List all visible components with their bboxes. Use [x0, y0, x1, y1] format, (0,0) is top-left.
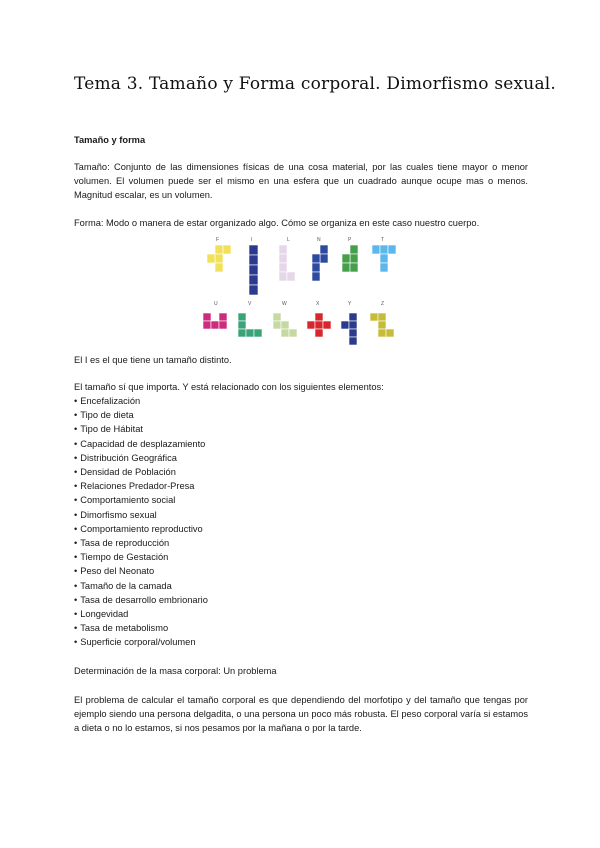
- tamano-definition: Conjunto de las dimensiones físicas de una cosa material, por las cuales tiene mayor o menor volumen. El volumen puede ser el mismo en una esfera que un cuadrado aunque ocupe mas o menos. Magnitud escalar, es un volumen.: [74, 162, 528, 200]
- pentomino-label-l: L: [287, 237, 290, 243]
- forma-label: Forma:: [74, 218, 104, 228]
- section-heading-tamano-forma: Tamaño y forma: [74, 135, 146, 145]
- pentomino-label-z: Z: [381, 301, 385, 307]
- list-item: • Tiempo de Gestación: [74, 550, 208, 564]
- pentomino-label-x: X: [316, 301, 320, 307]
- list-item: • Peso del Neonato: [74, 564, 208, 578]
- pentomino-i: [249, 245, 258, 295]
- i-note: El I es el que tiene un tamaño distinto.: [74, 355, 232, 365]
- list-item: • Tipo de Hábitat: [74, 422, 208, 436]
- pentomino-label-w: W: [282, 301, 287, 307]
- paragraph-problema: El problema de calcular el tamaño corporal es que dependiendo del morfotipo y del tamaño que tengas por ejemplo siendo una persona delgadita, o una persona un poco más robusta. El peso corporal varía si estamos a dieta o no lo estamos, si nos pesamos por la mañana o por la tarde.: [74, 695, 528, 733]
- paragraph-forma: [74, 216, 528, 230]
- list-item: • Tamaño de la camada: [74, 579, 208, 593]
- forma-definition: Modo o manera de estar organizado algo. Cómo se organiza en este caso nuestro cuerpo.: [103, 218, 480, 228]
- page-title: Tema 3. Tamaño y Forma corporal. Dimorfismo sexual.: [74, 74, 557, 94]
- pentomino-t: [372, 245, 396, 272]
- list-item: • Tasa de desarrollo embrionario: [74, 593, 208, 607]
- pentomino-figure: [198, 232, 403, 350]
- list-item: • Distribución Geográfica: [74, 451, 208, 465]
- pentomino-l: [279, 245, 295, 281]
- list-item: • Encefalización: [74, 394, 208, 408]
- tamano-label: Tamaño:: [74, 162, 110, 172]
- pentomino-n: [312, 245, 328, 281]
- list-item: • Comportamiento reproductivo: [74, 522, 208, 536]
- list-item: • Comportamiento social: [74, 493, 208, 507]
- list-item: • Superficie corporal/volumen: [74, 635, 208, 649]
- pentomino-label-u: U: [214, 301, 218, 307]
- list-item: • Tipo de dieta: [74, 408, 208, 422]
- list-item: • Tasa de metabolismo: [74, 621, 208, 635]
- pentomino-f: [207, 245, 231, 272]
- paragraph-tamano: [74, 160, 528, 202]
- list-item: • Longevidad: [74, 607, 208, 621]
- list-item: • Capacidad de desplazamiento: [74, 437, 208, 451]
- importa-text: El tamaño sí que importa. Y está relacionado con los siguientes elementos:: [74, 382, 384, 392]
- pentomino-label-i: I: [251, 237, 253, 243]
- pentomino-label-p: P: [348, 237, 352, 243]
- list-item: • Densidad de Población: [74, 465, 208, 479]
- pentomino-label-v: V: [248, 301, 252, 307]
- list-item: • Dimorfismo sexual: [74, 508, 208, 522]
- pentomino-v: [238, 313, 262, 337]
- pentomino-w: [273, 313, 297, 337]
- pentomino-p: [342, 245, 358, 272]
- pentomino-label-y: Y: [348, 301, 352, 307]
- elements-list: [74, 394, 208, 650]
- pentomino-label-n: N: [317, 237, 321, 243]
- pentomino-y: [341, 313, 357, 345]
- pentomino-label-f: F: [216, 237, 220, 243]
- section-heading-masa-corporal: Determinación de la masa corporal: Un problema: [74, 666, 277, 676]
- pentomino-u: [203, 313, 227, 329]
- pentomino-z: [370, 313, 394, 337]
- pentomino-x: [307, 313, 331, 337]
- list-item: • Tasa de reproducción: [74, 536, 208, 550]
- pentomino-label-t: T: [381, 237, 385, 243]
- list-item: • Relaciones Predador-Presa: [74, 479, 208, 493]
